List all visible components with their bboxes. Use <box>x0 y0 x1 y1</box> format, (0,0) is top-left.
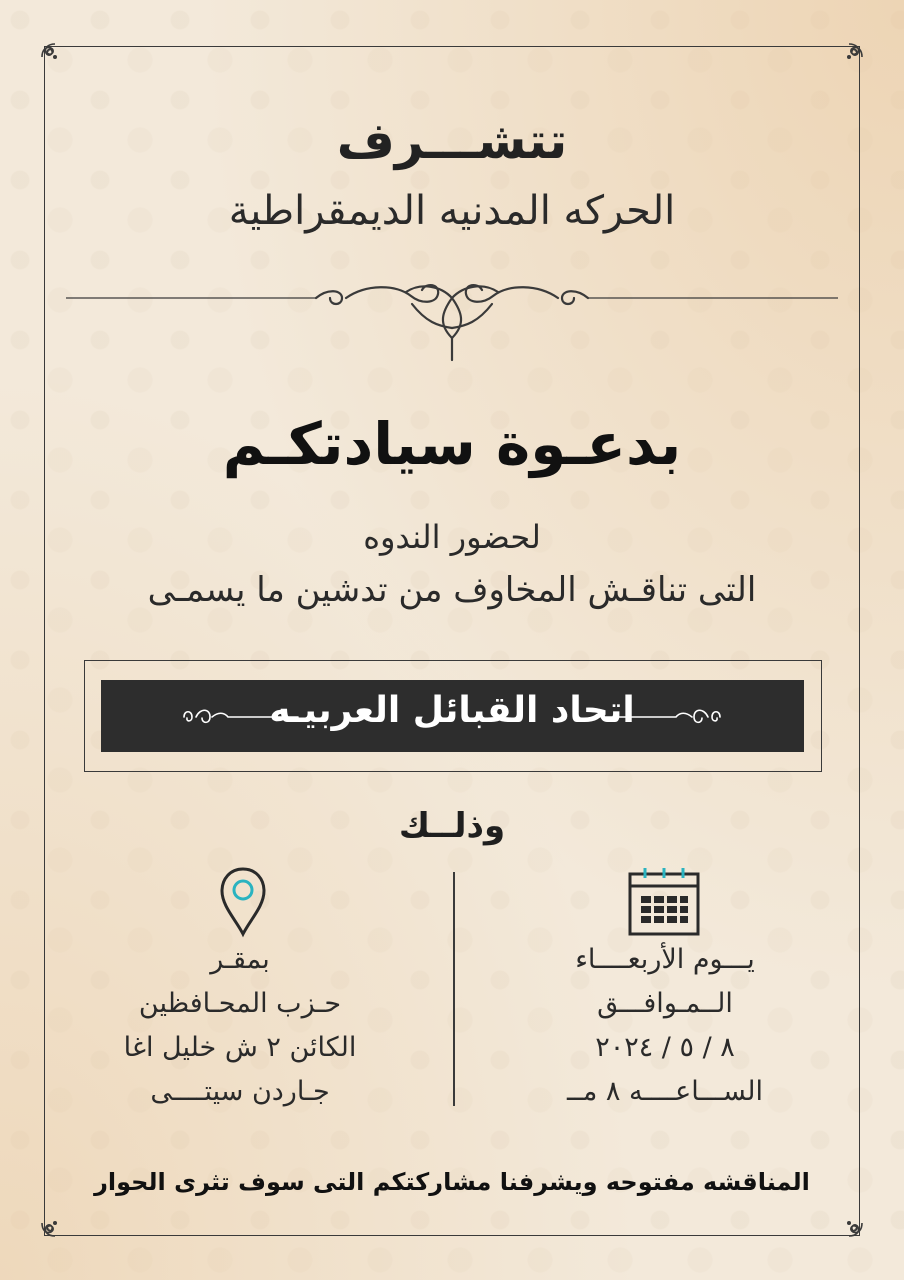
banner-text: اتحاد القبائل العربيـه <box>269 690 635 731</box>
date-line-2: الــمـوافـــق <box>597 988 733 1019</box>
column-divider <box>453 872 455 1106</box>
location-line-4: جـاردن سيتــــى <box>150 1076 330 1107</box>
corner-ornament-icon <box>38 40 72 74</box>
connector-text: وذلــك <box>398 806 506 846</box>
location-line-2: حـزب المحـافظين <box>138 988 342 1019</box>
invitation-line-2: التى تناقـش المخاوف من تدشين ما يسمـى <box>147 570 757 610</box>
date-line-4: الســـاعــــه ٨ مــ <box>567 1076 763 1107</box>
date-line-1: يـــوم الأربعــــاء <box>575 944 755 975</box>
header-honored: تتشـــرف <box>336 112 568 170</box>
location-line-3: الكائن ٢ ش خليل اغا <box>123 1032 357 1063</box>
calendar-icon <box>627 866 701 938</box>
map-pin-icon <box>218 866 268 938</box>
corner-ornament-icon <box>38 1206 72 1240</box>
invitation-line-1: لحضور الندوه <box>363 518 541 556</box>
date-line-3: ٨ / ٥ / ٢٠٢٤ <box>595 1032 735 1063</box>
footer-note: المناقشه مفتوحه ويشرفنا مشاركتكم التى سوف تثرى الحوار <box>94 1168 810 1196</box>
organization-name: الحركه المدنيه الديمقراطية <box>228 188 676 234</box>
location-line-1: بمقـر <box>210 944 270 975</box>
invitation-title: بدعـوة سيادتكـم <box>222 410 682 478</box>
flourish-divider-icon <box>66 282 838 366</box>
corner-ornament-icon <box>832 1206 866 1240</box>
corner-ornament-icon <box>832 40 866 74</box>
